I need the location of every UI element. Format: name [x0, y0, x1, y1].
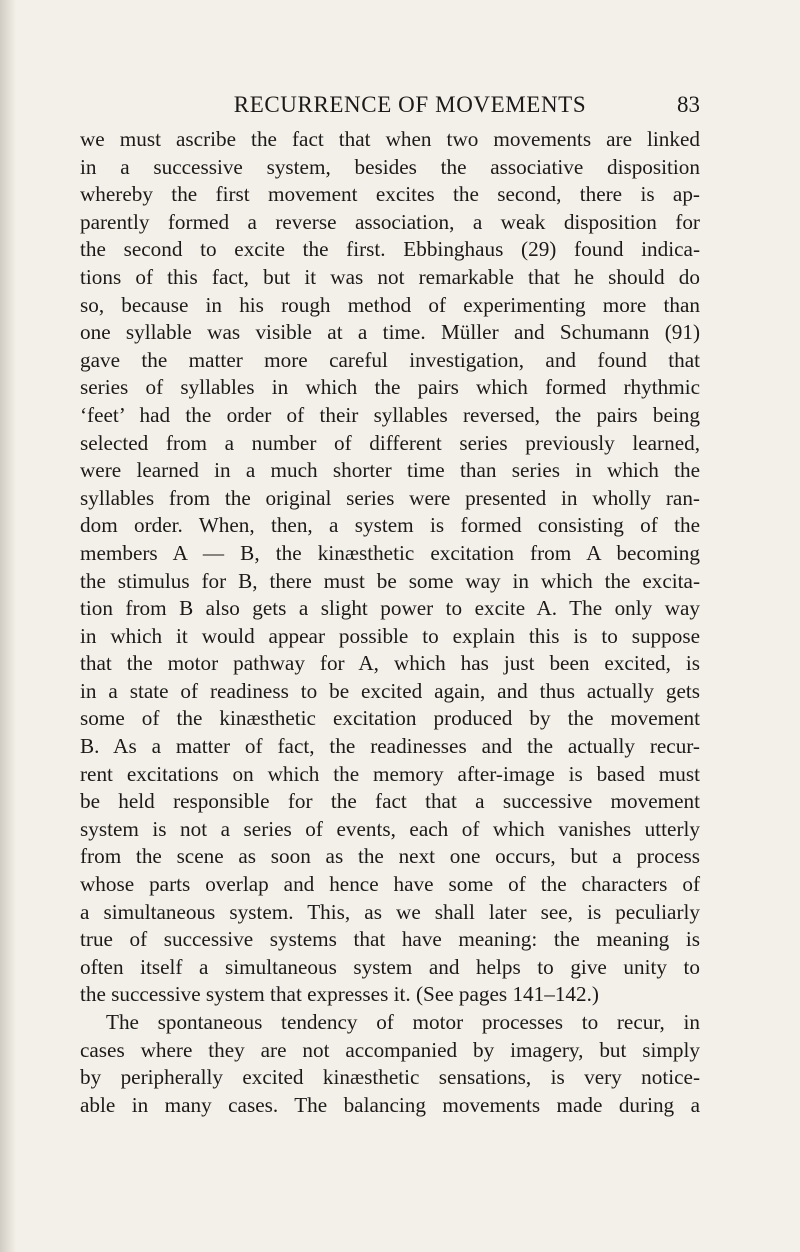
text-line: by peripherally excited kinæsthetic sensations, is very notice- — [80, 1065, 700, 1090]
text-line: one syllable was visible at a time. Müller and Schumann (91) — [80, 320, 700, 345]
text-line: the stimulus for B, there must be some way in which the excita- — [80, 568, 700, 593]
body-text — [80, 126, 700, 1119]
text-line: were learned in a much shorter time than series in which the — [80, 458, 700, 483]
text-line: system is not a series of events, each of which vanishes utterly — [80, 816, 700, 841]
text-line: tions of this fact, but it was not remarkable that he should do — [80, 264, 700, 289]
text-line: in which it would appear possible to explain this is to suppose — [80, 623, 700, 648]
text-line: tion from B also gets a slight power to excite A. The only way — [80, 596, 700, 621]
text-line: selected from a number of different series previously learned, — [80, 430, 700, 455]
page-number: 83 — [677, 92, 700, 117]
text-line: cases where they are not accompanied by imagery, but simply — [80, 1037, 700, 1062]
text-line: the second to excite the first. Ebbinghaus (29) found indica- — [80, 237, 700, 262]
text-line: the successive system that expresses it. (See pages 141–142.) — [80, 982, 599, 1007]
running-head — [120, 88, 700, 122]
running-title: RECURRENCE OF MOVEMENTS — [233, 92, 587, 117]
text-line: B. As a matter of fact, the readinesses and the actually recur- — [80, 734, 700, 759]
text-line: so, because in his rough method of experimenting more than — [80, 292, 700, 317]
text-line: from the scene as soon as the next one occurs, but a process — [80, 844, 700, 869]
text-line: in a state of readiness to be excited again, and thus actually gets — [80, 678, 700, 703]
text-line: whose parts overlap and hence have some of the characters of — [80, 872, 700, 897]
text-line: syllables from the original series were presented in wholly ran- — [80, 485, 700, 510]
text-line: some of the kinæsthetic excitation produced by the movement — [80, 706, 700, 731]
text-line: we must ascribe the fact that when two movements are linked — [80, 127, 700, 151]
text-line: ‘feet’ had the order of their syllables reversed, the pairs being — [80, 402, 700, 427]
text-line: that the motor pathway for A, which has just been excited, is — [80, 651, 700, 676]
text-line: in a successive system, besides the associative disposition — [80, 154, 700, 179]
text-line: dom order. When, then, a system is formed consisting of the — [80, 513, 700, 538]
page-gutter-shadow — [0, 0, 16, 1252]
text-line: often itself a simultaneous system and helps to give unity to — [80, 954, 700, 979]
text-line: series of syllables in which the pairs which formed rhythmic — [80, 375, 700, 400]
text-line: be held responsible for the fact that a successive movement — [80, 789, 700, 814]
text-line: gave the matter more careful investigation, and found that — [80, 347, 700, 372]
text-line: a simultaneous system. This, as we shall later see, is peculiarly — [80, 899, 700, 924]
text-line: The spontaneous tendency of motor processes to recur, in — [106, 1010, 700, 1034]
text-line: true of successive systems that have meaning: the meaning is — [80, 927, 700, 952]
text-line: able in many cases. The balancing movements made during a — [80, 1092, 700, 1117]
text-line: parently formed a reverse association, a weak disposition for — [80, 209, 700, 234]
text-line: whereby the first movement excites the second, there is ap- — [80, 182, 700, 207]
text-line: rent excitations on which the memory after-image is based must — [80, 761, 700, 786]
text-line: members A — B, the kinæsthetic excitation from A becoming — [80, 540, 700, 565]
